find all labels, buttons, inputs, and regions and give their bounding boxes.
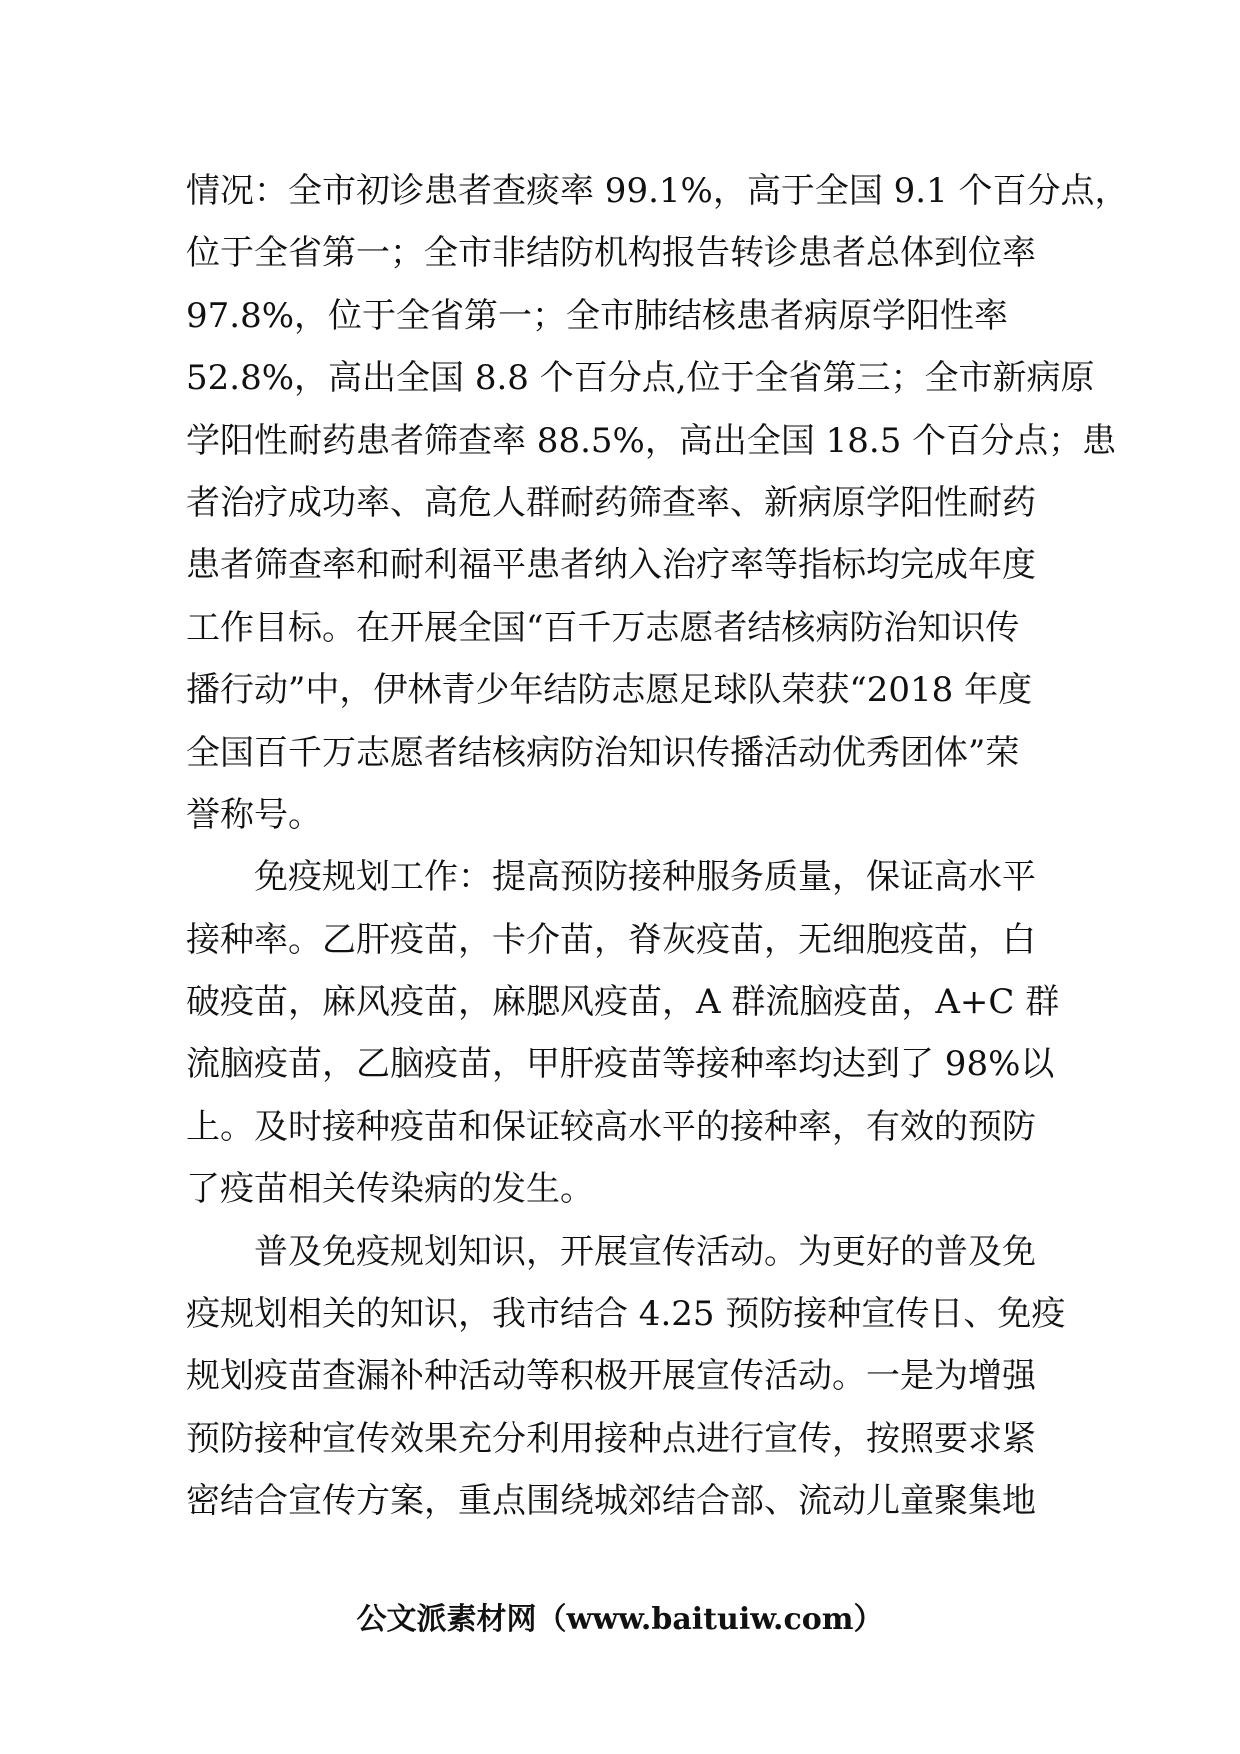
text-line: 密结合宣传方案，重点围绕城郊结合部、流动儿童聚集地 — [186, 1481, 1036, 1522]
text-line: 97.8%，位于全省第一；全市肺结核患者病原学阳性率 — [186, 295, 1009, 336]
text-line: 了疫苗相关传染病的发生。 — [186, 1169, 594, 1210]
text-line: 学阳性耐药患者筛查率 88.5%，高出全国 18.5 个百分点；患 — [186, 420, 1117, 461]
text-line: 工作目标。在开展全国“百千万志愿者结核病防治知识传 — [186, 607, 1020, 648]
text-line: 52.8%，高出全国 8.8 个百分点,位于全省第三；全市新病原 — [186, 358, 1095, 399]
text-line: 者治疗成功率、高危人群耐药筛查率、新病原学阳性耐药 — [186, 482, 1036, 523]
text-line: 接种率。乙肝疫苗，卡介苗，脊灰疫苗，无细胞疫苗，白 — [186, 919, 1036, 960]
footer-source: 公文派素材网（www.baituiw.com） — [356, 1602, 884, 1637]
text-line: 患者筛查率和耐利福平患者纳入治疗率等指标均完成年度 — [186, 545, 1036, 586]
text-line: 位于全省第一；全市非结防机构报告转诊患者总体到位率 — [186, 233, 1036, 274]
text-line: 情况：全市初诊患者查痰率 99.1%，高于全国 9.1 个百分点， — [186, 171, 1129, 211]
text-line: 上。及时接种疫苗和保证较高水平的接种率，有效的预防 — [186, 1106, 1036, 1147]
document-body — [186, 160, 1129, 1533]
text-line: 破疫苗，麻风疫苗，麻腮风疫苗，A 群流脑疫苗，A+C 群 — [186, 982, 1060, 1023]
text-line: 流脑疫苗，乙脑疫苗，甲肝疫苗等接种率均达到了 98%以 — [186, 1044, 1055, 1085]
text-line: 预防接种宣传效果充分利用接种点进行宣传，按照要求紧 — [186, 1418, 1036, 1459]
text-line: 全国百千万志愿者结核病防治知识传播活动优秀团体”荣 — [186, 732, 1020, 773]
text-line: 播行动”中，伊林青少年结防志愿足球队荣获“2018 年度 — [186, 670, 1033, 711]
text-line: 规划疫苗查漏补种活动等积极开展宣传活动。一是为增强 — [186, 1356, 1036, 1397]
text-line: 誉称号。 — [186, 794, 322, 835]
text-line: 免疫规划工作：提高预防接种服务质量，保证高水平 — [186, 857, 1036, 898]
text-line: 疫规划相关的知识，我市结合 4.25 预防接种宣传日、免疫 — [186, 1294, 1066, 1335]
text-line: 普及免疫规划知识，开展宣传活动。为更好的普及免 — [186, 1231, 1036, 1272]
